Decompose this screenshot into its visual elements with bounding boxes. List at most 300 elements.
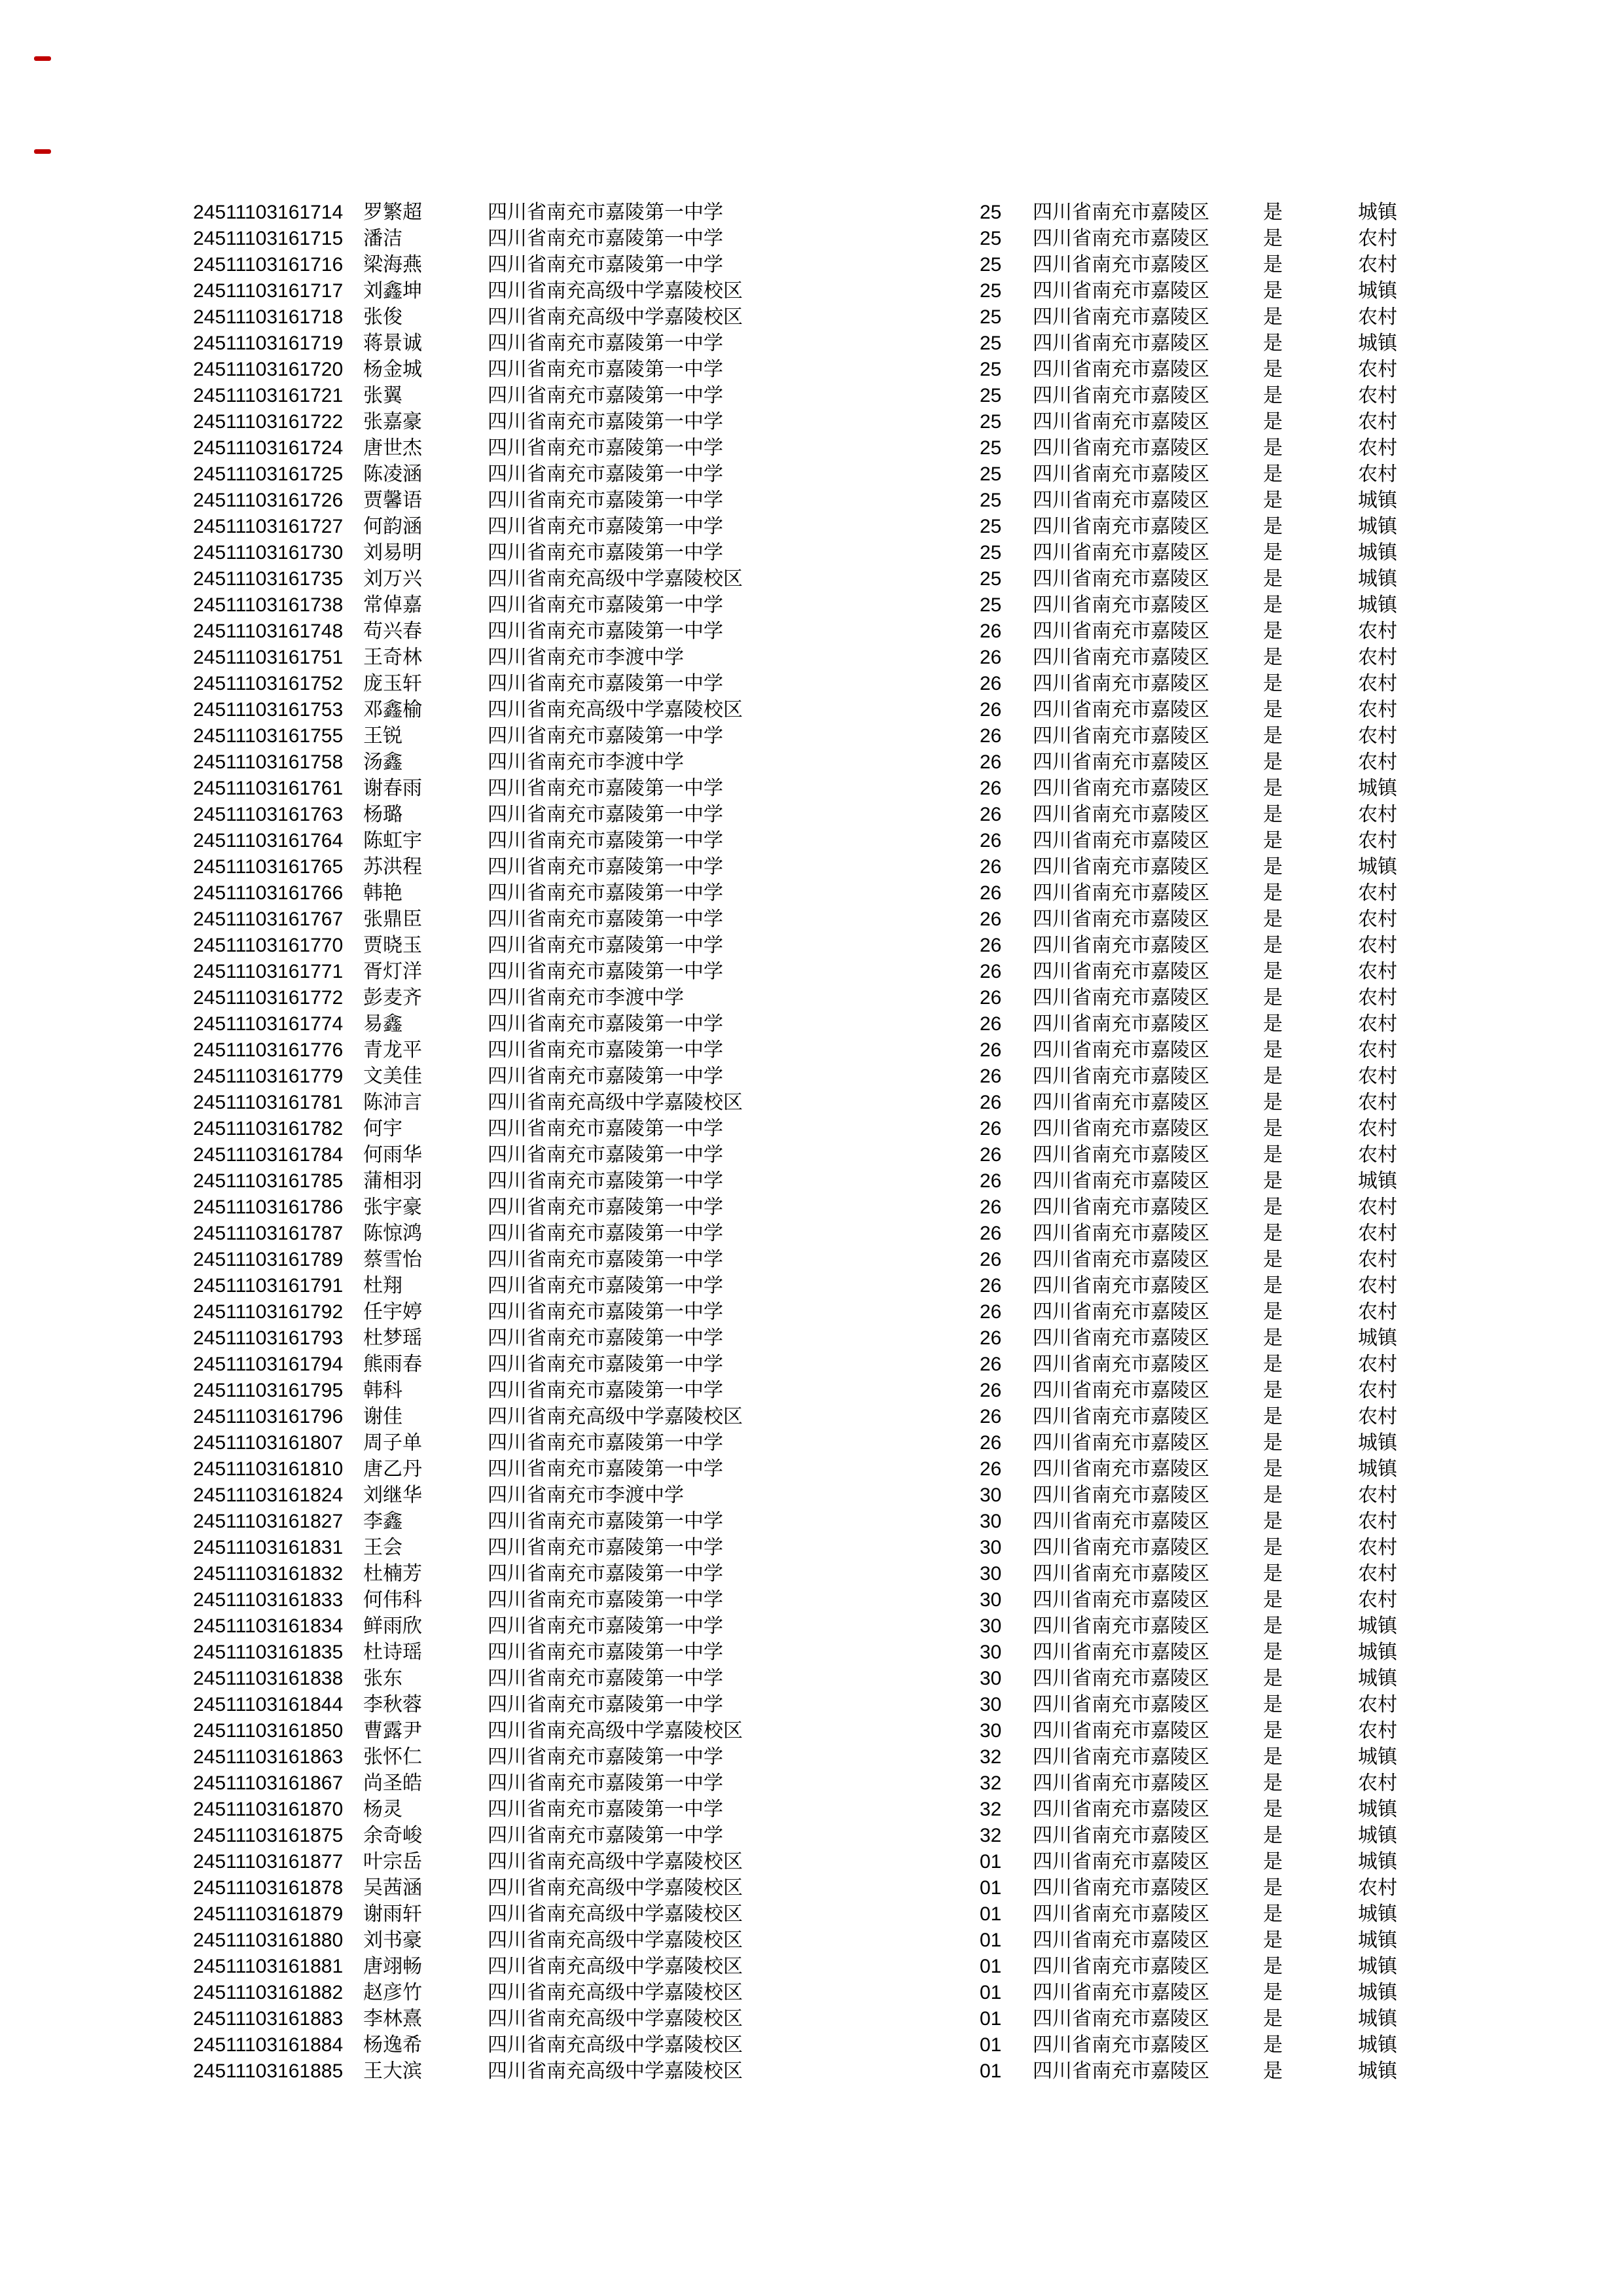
district-cell: 四川省南充市嘉陵区 [1033, 856, 1209, 878]
table-row [193, 1744, 1502, 1770]
current-flag-cell: 是 [1263, 778, 1283, 799]
residence-type-cell: 农村 [1358, 1563, 1397, 1585]
candidate-id-cell: 24511103161721 [193, 385, 344, 406]
group-code-cell: 30 [980, 1563, 1002, 1585]
current-flag-cell: 是 [1263, 280, 1283, 302]
student-name-cell: 杜诗瑶 [363, 1641, 422, 1663]
table-row [193, 1613, 1502, 1640]
table-row [193, 1901, 1502, 1928]
current-flag-cell: 是 [1263, 490, 1283, 511]
student-name-cell: 陈虹宇 [363, 830, 422, 852]
table-row [193, 1823, 1502, 1849]
school-cell: 四川省南充市嘉陵第一中学 [488, 1039, 723, 1061]
residence-type-cell: 农村 [1358, 804, 1397, 825]
student-name-cell: 汤鑫 [363, 751, 402, 773]
group-code-cell: 25 [980, 359, 1002, 380]
table-row [193, 331, 1502, 357]
district-cell: 四川省南充市嘉陵区 [1033, 1118, 1209, 1139]
school-cell: 四川省南充市嘉陵第一中学 [488, 254, 723, 276]
district-cell: 四川省南充市嘉陵区 [1033, 1903, 1209, 1925]
school-cell: 四川省南充高级中学嘉陵校区 [488, 280, 743, 302]
group-code-cell: 32 [980, 1772, 1002, 1794]
student-name-cell: 吴茜涵 [363, 1877, 422, 1899]
current-flag-cell: 是 [1263, 385, 1283, 406]
current-flag-cell: 是 [1263, 1694, 1283, 1715]
candidate-id-cell: 24511103161863 [193, 1746, 344, 1768]
student-name-cell: 韩艳 [363, 882, 402, 904]
group-code-cell: 25 [980, 202, 1002, 223]
student-name-cell: 王奇林 [363, 647, 422, 668]
residence-type-cell: 城镇 [1358, 1432, 1397, 1454]
group-code-cell: 25 [980, 463, 1002, 485]
residence-type-cell: 城镇 [1358, 2034, 1397, 2056]
residence-type-cell: 城镇 [1358, 202, 1397, 223]
district-cell: 四川省南充市嘉陵区 [1033, 1223, 1209, 1244]
student-name-cell: 张俊 [363, 306, 402, 328]
candidate-id-cell: 24511103161879 [193, 1903, 344, 1925]
district-cell: 四川省南充市嘉陵区 [1033, 778, 1209, 799]
district-cell: 四川省南充市嘉陵区 [1033, 594, 1209, 616]
student-name-cell: 张宇豪 [363, 1196, 422, 1218]
school-cell: 四川省南充市嘉陵第一中学 [488, 1746, 723, 1768]
table-row [193, 671, 1502, 697]
current-flag-cell: 是 [1263, 254, 1283, 276]
current-flag-cell: 是 [1263, 1929, 1283, 1951]
group-code-cell: 25 [980, 411, 1002, 433]
group-code-cell: 01 [980, 2060, 1002, 2082]
group-code-cell: 26 [980, 620, 1002, 642]
student-name-cell: 何雨华 [363, 1144, 422, 1166]
candidate-id-cell: 24511103161771 [193, 961, 344, 982]
group-code-cell: 26 [980, 1432, 1002, 1454]
residence-type-cell: 农村 [1358, 1013, 1397, 1035]
school-cell: 四川省南充高级中学嘉陵校区 [488, 1851, 743, 1873]
current-flag-cell: 是 [1263, 1223, 1283, 1244]
residence-type-cell: 城镇 [1358, 1641, 1397, 1663]
candidate-id-cell: 24511103161880 [193, 1929, 344, 1951]
group-code-cell: 32 [980, 1799, 1002, 1820]
group-code-cell: 32 [980, 1825, 1002, 1846]
student-name-cell: 蒲相羽 [363, 1170, 422, 1192]
current-flag-cell: 是 [1263, 1589, 1283, 1611]
district-cell: 四川省南充市嘉陵区 [1033, 1589, 1209, 1611]
group-code-cell: 30 [980, 1694, 1002, 1715]
residence-type-cell: 城镇 [1358, 2008, 1397, 2030]
table-row [193, 226, 1502, 252]
current-flag-cell: 是 [1263, 1484, 1283, 1506]
group-code-cell: 01 [980, 1903, 1002, 1925]
district-cell: 四川省南充市嘉陵区 [1033, 228, 1209, 249]
table-row [193, 1535, 1502, 1561]
student-name-cell: 谢佳 [363, 1406, 402, 1427]
student-name-cell: 张怀仁 [363, 1746, 422, 1768]
school-cell: 四川省南充市嘉陵第一中学 [488, 411, 723, 433]
red-dash-mark-1 [34, 56, 51, 61]
candidate-id-cell: 24511103161755 [193, 725, 344, 747]
school-cell: 四川省南充市嘉陵第一中学 [488, 961, 723, 982]
table-row [193, 645, 1502, 671]
candidate-id-cell: 24511103161779 [193, 1066, 344, 1087]
candidate-id-cell: 24511103161748 [193, 620, 344, 642]
student-name-cell: 唐乙丹 [363, 1458, 422, 1480]
group-code-cell: 30 [980, 1641, 1002, 1663]
candidate-id-cell: 24511103161725 [193, 463, 344, 485]
student-name-cell: 李秋蓉 [363, 1694, 422, 1715]
table-row [193, 1037, 1502, 1064]
group-code-cell: 26 [980, 1406, 1002, 1427]
table-row [193, 1273, 1502, 1299]
candidate-id-cell: 24511103161722 [193, 411, 344, 433]
residence-type-cell: 农村 [1358, 1406, 1397, 1427]
school-cell: 四川省南充市李渡中学 [488, 647, 684, 668]
candidate-id-cell: 24511103161833 [193, 1589, 344, 1611]
school-cell: 四川省南充市嘉陵第一中学 [488, 202, 723, 223]
candidate-id-cell: 24511103161832 [193, 1563, 344, 1585]
table-row [193, 540, 1502, 566]
group-code-cell: 26 [980, 1144, 1002, 1166]
student-name-cell: 周子单 [363, 1432, 422, 1454]
residence-type-cell: 农村 [1358, 1039, 1397, 1061]
student-name-cell: 胥灯洋 [363, 961, 422, 982]
group-code-cell: 26 [980, 1249, 1002, 1270]
school-cell: 四川省南充高级中学嘉陵校区 [488, 2060, 743, 2082]
table-row [193, 2006, 1502, 2032]
student-name-cell: 杜翔 [363, 1275, 402, 1297]
residence-type-cell: 农村 [1358, 385, 1397, 406]
district-cell: 四川省南充市嘉陵区 [1033, 1458, 1209, 1480]
school-cell: 四川省南充高级中学嘉陵校区 [488, 1929, 743, 1951]
school-cell: 四川省南充市嘉陵第一中学 [488, 1170, 723, 1192]
student-name-cell: 赵彦竹 [363, 1982, 422, 2003]
school-cell: 四川省南充市嘉陵第一中学 [488, 1301, 723, 1323]
current-flag-cell: 是 [1263, 961, 1283, 982]
group-code-cell: 26 [980, 830, 1002, 852]
current-flag-cell: 是 [1263, 1772, 1283, 1794]
district-cell: 四川省南充市嘉陵区 [1033, 1956, 1209, 1977]
district-cell: 四川省南充市嘉陵区 [1033, 254, 1209, 276]
district-cell: 四川省南充市嘉陵区 [1033, 935, 1209, 956]
table-row [193, 1666, 1502, 1692]
current-flag-cell: 是 [1263, 1013, 1283, 1035]
candidate-id-cell: 24511103161730 [193, 542, 344, 564]
current-flag-cell: 是 [1263, 1903, 1283, 1925]
student-roster-table [193, 200, 1502, 2085]
school-cell: 四川省南充市嘉陵第一中学 [488, 856, 723, 878]
district-cell: 四川省南充市嘉陵区 [1033, 1275, 1209, 1297]
group-code-cell: 32 [980, 1746, 1002, 1768]
residence-type-cell: 城镇 [1358, 856, 1397, 878]
group-code-cell: 25 [980, 437, 1002, 459]
current-flag-cell: 是 [1263, 935, 1283, 956]
school-cell: 四川省南充市嘉陵第一中学 [488, 935, 723, 956]
school-cell: 四川省南充市嘉陵第一中学 [488, 1144, 723, 1166]
current-flag-cell: 是 [1263, 1668, 1283, 1689]
residence-type-cell: 城镇 [1358, 1982, 1397, 2003]
residence-type-cell: 农村 [1358, 254, 1397, 276]
school-cell: 四川省南充市嘉陵第一中学 [488, 620, 723, 642]
residence-type-cell: 农村 [1358, 699, 1397, 721]
table-row [193, 2058, 1502, 2085]
residence-type-cell: 农村 [1358, 411, 1397, 433]
district-cell: 四川省南充市嘉陵区 [1033, 332, 1209, 354]
current-flag-cell: 是 [1263, 359, 1283, 380]
candidate-id-cell: 24511103161793 [193, 1327, 344, 1349]
current-flag-cell: 是 [1263, 1641, 1283, 1663]
table-row [193, 619, 1502, 645]
table-row [193, 1482, 1502, 1509]
group-code-cell: 25 [980, 568, 1002, 590]
candidate-id-cell: 24511103161881 [193, 1956, 344, 1977]
school-cell: 四川省南充市嘉陵第一中学 [488, 1694, 723, 1715]
residence-type-cell: 城镇 [1358, 1929, 1397, 1951]
candidate-id-cell: 24511103161795 [193, 1380, 344, 1401]
residence-type-cell: 城镇 [1358, 1746, 1397, 1768]
table-row [193, 1640, 1502, 1666]
school-cell: 四川省南充市嘉陵第一中学 [488, 908, 723, 930]
candidate-id-cell: 24511103161867 [193, 1772, 344, 1794]
residence-type-cell: 城镇 [1358, 280, 1397, 302]
table-row [193, 252, 1502, 278]
candidate-id-cell: 24511103161791 [193, 1275, 344, 1297]
school-cell: 四川省南充高级中学嘉陵校区 [488, 2008, 743, 2030]
student-name-cell: 常倬嘉 [363, 594, 422, 616]
school-cell: 四川省南充市嘉陵第一中学 [488, 1066, 723, 1087]
residence-type-cell: 农村 [1358, 1223, 1397, 1244]
district-cell: 四川省南充市嘉陵区 [1033, 1432, 1209, 1454]
candidate-id-cell: 24511103161831 [193, 1537, 344, 1558]
district-cell: 四川省南充市嘉陵区 [1033, 1406, 1209, 1427]
group-code-cell: 26 [980, 1066, 1002, 1087]
table-row [193, 488, 1502, 514]
table-row [193, 880, 1502, 906]
student-name-cell: 王锐 [363, 725, 402, 747]
residence-type-cell: 城镇 [1358, 490, 1397, 511]
current-flag-cell: 是 [1263, 804, 1283, 825]
candidate-id-cell: 24511103161776 [193, 1039, 344, 1061]
district-cell: 四川省南充市嘉陵区 [1033, 2008, 1209, 2030]
group-code-cell: 01 [980, 2034, 1002, 2056]
district-cell: 四川省南充市嘉陵区 [1033, 1694, 1209, 1715]
student-name-cell: 鲜雨欣 [363, 1615, 422, 1637]
candidate-id-cell: 24511103161764 [193, 830, 344, 852]
school-cell: 四川省南充市嘉陵第一中学 [488, 1537, 723, 1558]
student-name-cell: 刘万兴 [363, 568, 422, 590]
student-name-cell: 陈沛言 [363, 1092, 422, 1113]
district-cell: 四川省南充市嘉陵区 [1033, 1563, 1209, 1585]
candidate-id-cell: 24511103161724 [193, 437, 344, 459]
candidate-id-cell: 24511103161794 [193, 1354, 344, 1375]
student-name-cell: 韩科 [363, 1380, 402, 1401]
student-name-cell: 陈凌涵 [363, 463, 422, 485]
current-flag-cell: 是 [1263, 1799, 1283, 1820]
student-name-cell: 潘洁 [363, 228, 402, 249]
school-cell: 四川省南充市嘉陵第一中学 [488, 1641, 723, 1663]
school-cell: 四川省南充市嘉陵第一中学 [488, 1380, 723, 1401]
district-cell: 四川省南充市嘉陵区 [1033, 306, 1209, 328]
student-name-cell: 何伟科 [363, 1589, 422, 1611]
current-flag-cell: 是 [1263, 830, 1283, 852]
table-row [193, 1430, 1502, 1456]
table-row [193, 776, 1502, 802]
group-code-cell: 26 [980, 1327, 1002, 1349]
current-flag-cell: 是 [1263, 1720, 1283, 1742]
table-row [193, 828, 1502, 854]
school-cell: 四川省南充市嘉陵第一中学 [488, 1825, 723, 1846]
table-row [193, 1142, 1502, 1168]
district-cell: 四川省南充市嘉陵区 [1033, 620, 1209, 642]
student-name-cell: 庞玉轩 [363, 673, 422, 694]
student-name-cell: 蔡雪怡 [363, 1249, 422, 1270]
candidate-id-cell: 24511103161824 [193, 1484, 344, 1506]
candidate-id-cell: 24511103161752 [193, 673, 344, 694]
student-name-cell: 王大滨 [363, 2060, 422, 2082]
district-cell: 四川省南充市嘉陵区 [1033, 1720, 1209, 1742]
residence-type-cell: 城镇 [1358, 1825, 1397, 1846]
residence-type-cell: 农村 [1358, 1301, 1397, 1323]
candidate-id-cell: 24511103161878 [193, 1877, 344, 1899]
current-flag-cell: 是 [1263, 1458, 1283, 1480]
table-row [193, 697, 1502, 723]
candidate-id-cell: 24511103161807 [193, 1432, 344, 1454]
candidate-id-cell: 24511103161810 [193, 1458, 344, 1480]
current-flag-cell: 是 [1263, 1301, 1283, 1323]
school-cell: 四川省南充市嘉陵第一中学 [488, 1196, 723, 1218]
current-flag-cell: 是 [1263, 228, 1283, 249]
table-row [193, 1168, 1502, 1194]
table-row [193, 2032, 1502, 2058]
group-code-cell: 01 [980, 1929, 1002, 1951]
school-cell: 四川省南充市嘉陵第一中学 [488, 1275, 723, 1297]
table-row [193, 1064, 1502, 1090]
candidate-id-cell: 24511103161838 [193, 1668, 344, 1689]
table-row [193, 1954, 1502, 1980]
group-code-cell: 26 [980, 1380, 1002, 1401]
table-row [193, 1718, 1502, 1744]
candidate-id-cell: 24511103161714 [193, 202, 344, 223]
district-cell: 四川省南充市嘉陵区 [1033, 1746, 1209, 1768]
current-flag-cell: 是 [1263, 882, 1283, 904]
table-row [193, 1770, 1502, 1797]
candidate-id-cell: 24511103161784 [193, 1144, 344, 1166]
residence-type-cell: 农村 [1358, 1720, 1397, 1742]
candidate-id-cell: 24511103161758 [193, 751, 344, 773]
district-cell: 四川省南充市嘉陵区 [1033, 1511, 1209, 1532]
current-flag-cell: 是 [1263, 2034, 1283, 2056]
district-cell: 四川省南充市嘉陵区 [1033, 1249, 1209, 1270]
student-name-cell: 李林熹 [363, 2008, 422, 2030]
school-cell: 四川省南充市嘉陵第一中学 [488, 882, 723, 904]
table-row [193, 1325, 1502, 1352]
student-name-cell: 梁海燕 [363, 254, 422, 276]
candidate-id-cell: 24511103161772 [193, 987, 344, 1009]
current-flag-cell: 是 [1263, 1092, 1283, 1113]
residence-type-cell: 农村 [1358, 1380, 1397, 1401]
district-cell: 四川省南充市嘉陵区 [1033, 1066, 1209, 1087]
group-code-cell: 01 [980, 2008, 1002, 2030]
district-cell: 四川省南充市嘉陵区 [1033, 516, 1209, 537]
table-row [193, 802, 1502, 828]
group-code-cell: 25 [980, 332, 1002, 354]
school-cell: 四川省南充高级中学嘉陵校区 [488, 568, 743, 590]
residence-type-cell: 城镇 [1358, 1668, 1397, 1689]
candidate-id-cell: 24511103161751 [193, 647, 344, 668]
student-name-cell: 易鑫 [363, 1013, 402, 1035]
candidate-id-cell: 24511103161883 [193, 2008, 344, 2030]
group-code-cell: 25 [980, 254, 1002, 276]
current-flag-cell: 是 [1263, 1354, 1283, 1375]
school-cell: 四川省南充高级中学嘉陵校区 [488, 306, 743, 328]
table-row [193, 1587, 1502, 1613]
district-cell: 四川省南充市嘉陵区 [1033, 2034, 1209, 2056]
candidate-id-cell: 24511103161753 [193, 699, 344, 721]
group-code-cell: 26 [980, 1458, 1002, 1480]
school-cell: 四川省南充高级中学嘉陵校区 [488, 1406, 743, 1427]
student-name-cell: 陈惊鸿 [363, 1223, 422, 1244]
school-cell: 四川省南充市嘉陵第一中学 [488, 1615, 723, 1637]
student-name-cell: 张嘉豪 [363, 411, 422, 433]
residence-type-cell: 农村 [1358, 1144, 1397, 1166]
candidate-id-cell: 24511103161763 [193, 804, 344, 825]
school-cell: 四川省南充市嘉陵第一中学 [488, 463, 723, 485]
current-flag-cell: 是 [1263, 332, 1283, 354]
district-cell: 四川省南充市嘉陵区 [1033, 2060, 1209, 2082]
current-flag-cell: 是 [1263, 1877, 1283, 1899]
current-flag-cell: 是 [1263, 1563, 1283, 1585]
student-name-cell: 张翼 [363, 385, 402, 406]
red-dash-mark-2 [34, 149, 51, 154]
residence-type-cell: 农村 [1358, 1772, 1397, 1794]
residence-type-cell: 城镇 [1358, 594, 1397, 616]
student-name-cell: 唐翊畅 [363, 1956, 422, 1977]
district-cell: 四川省南充市嘉陵区 [1033, 568, 1209, 590]
group-code-cell: 26 [980, 1354, 1002, 1375]
group-code-cell: 30 [980, 1589, 1002, 1611]
table-row [193, 1247, 1502, 1273]
district-cell: 四川省南充市嘉陵区 [1033, 1170, 1209, 1192]
group-code-cell: 26 [980, 1013, 1002, 1035]
student-name-cell: 谢春雨 [363, 778, 422, 799]
residence-type-cell: 农村 [1358, 1118, 1397, 1139]
group-code-cell: 25 [980, 542, 1002, 564]
table-row [193, 304, 1502, 331]
district-cell: 四川省南充市嘉陵区 [1033, 437, 1209, 459]
student-name-cell: 叶宗岳 [363, 1851, 422, 1873]
current-flag-cell: 是 [1263, 1380, 1283, 1401]
table-row [193, 514, 1502, 540]
residence-type-cell: 农村 [1358, 1275, 1397, 1297]
residence-type-cell: 农村 [1358, 673, 1397, 694]
group-code-cell: 26 [980, 961, 1002, 982]
student-name-cell: 张东 [363, 1668, 402, 1689]
district-cell: 四川省南充市嘉陵区 [1033, 1615, 1209, 1637]
candidate-id-cell: 24511103161882 [193, 1982, 344, 2003]
school-cell: 四川省南充市李渡中学 [488, 987, 684, 1009]
table-row [193, 749, 1502, 776]
district-cell: 四川省南充市嘉陵区 [1033, 1354, 1209, 1375]
school-cell: 四川省南充市嘉陵第一中学 [488, 1013, 723, 1035]
residence-type-cell: 农村 [1358, 1092, 1397, 1113]
group-code-cell: 26 [980, 725, 1002, 747]
residence-type-cell: 农村 [1358, 1196, 1397, 1218]
district-cell: 四川省南充市嘉陵区 [1033, 1196, 1209, 1218]
student-name-cell: 李鑫 [363, 1511, 402, 1532]
residence-type-cell: 城镇 [1358, 1903, 1397, 1925]
current-flag-cell: 是 [1263, 1327, 1283, 1349]
current-flag-cell: 是 [1263, 1249, 1283, 1270]
student-name-cell: 蒋景诚 [363, 332, 422, 354]
district-cell: 四川省南充市嘉陵区 [1033, 385, 1209, 406]
school-cell: 四川省南充高级中学嘉陵校区 [488, 2034, 743, 2056]
